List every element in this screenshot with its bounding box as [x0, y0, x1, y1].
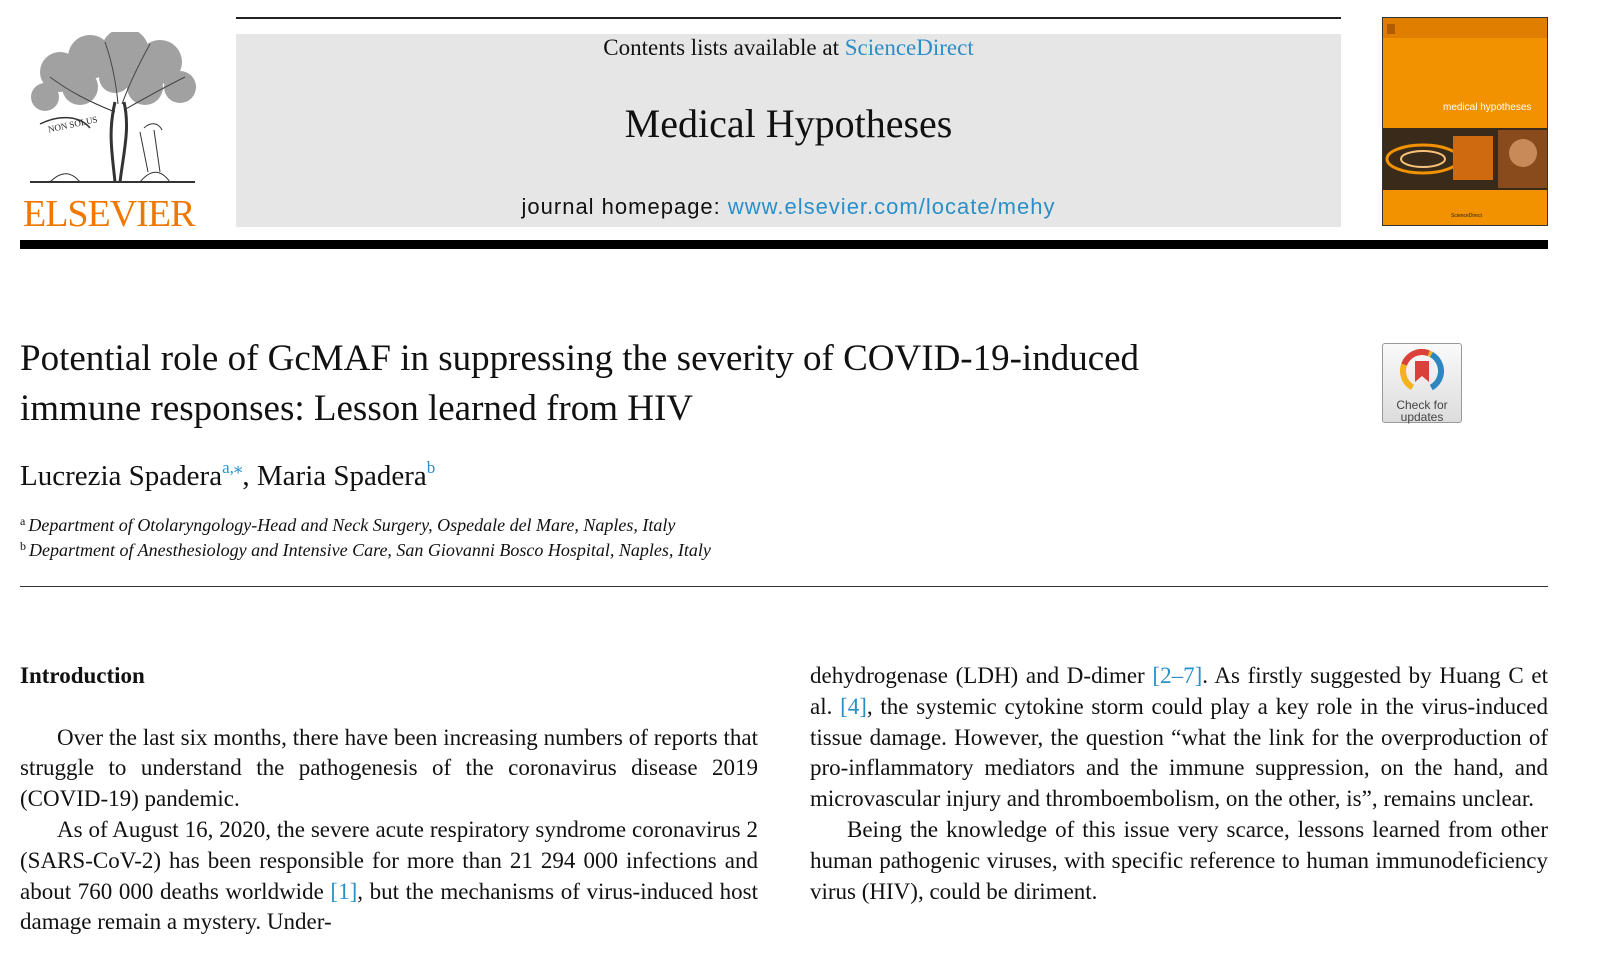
elsevier-wordmark: ELSEVIER	[23, 193, 195, 235]
author-name[interactable]: Maria Spadera	[256, 460, 427, 492]
crossmark-label-line2: updates	[1400, 410, 1444, 424]
reference-link[interactable]: [4]	[840, 693, 867, 719]
crossmark-icon	[1399, 348, 1445, 394]
article-title-line2: immune responses: Lesson learned from HIV	[20, 388, 694, 429]
reference-link[interactable]: [2–7]	[1152, 663, 1203, 688]
elsevier-tree-icon	[20, 32, 200, 192]
author-name[interactable]: Lucrezia Spadera	[20, 460, 223, 492]
body-paragraph	[20, 815, 758, 938]
affiliation-marker: b	[20, 539, 26, 553]
paragraph-text: , but the mechanisms of virus-induced host damage remain a mystery. Under-	[20, 878, 758, 935]
journal-masthead	[236, 34, 1341, 227]
body-paragraph: Over the last six months, there have been increasing numbers of reports that struggle to understand the pathogenesis of the coronavirus disease 2019 (COVID-19) pandemic.	[20, 724, 758, 812]
affiliation-item	[20, 513, 675, 537]
affiliation-text: Department of Anesthesiology and Intensive Care, San Giovanni Bosco Hospital, Naples, Italy	[29, 540, 711, 560]
header-thick-rule	[20, 240, 1548, 249]
affiliation-marker: a	[20, 514, 26, 528]
article-title-line1: Potential role of GcMAF in suppressing the severity of COVID-19-induced	[20, 338, 1140, 379]
contents-line	[236, 34, 1341, 62]
journal-homepage-link[interactable]: www.elsevier.com/locate/mehy	[727, 194, 1056, 219]
body-paragraph: Being the knowledge of this issue very scarce, lessons learned from other human pathogenic viruses, with specific reference to human immunodeficiency virus (HIV), could be diriment.	[810, 816, 1548, 904]
section-divider	[20, 586, 1548, 587]
section-heading: Introduction	[20, 663, 145, 688]
logo-motto: NON SOLUS	[47, 114, 99, 135]
homepage-line	[236, 194, 1341, 220]
sciencedirect-link[interactable]: ScienceDirect	[844, 35, 974, 60]
paragraph-text: dehydrogenase (LDH) and D-dimer	[810, 663, 1153, 688]
cover-title: medical hypotheses	[1443, 102, 1532, 113]
author-affil-link[interactable]: a,	[222, 458, 234, 477]
paragraph-text: . As firstly suggested by Huang C et al.	[810, 663, 1548, 719]
paragraph-text: As of August 16, 2020, the severe acute respiratory syndrome coronavirus 2 (SARS-CoV-2) has been responsible for more than 21 294 000 infections and about 760 000 deaths worldwide	[20, 816, 758, 904]
check-for-updates-button[interactable]	[1382, 343, 1462, 423]
author-separator: ,	[242, 460, 257, 492]
elsevier-logo[interactable]	[20, 32, 200, 235]
body-column-right	[810, 661, 1548, 907]
homepage-prefix: journal homepage:	[521, 194, 728, 219]
article-title	[20, 334, 1350, 434]
author-affil-link[interactable]: b	[426, 458, 436, 477]
author-list	[20, 456, 435, 496]
cover-brand: ScienceDirect	[1451, 213, 1482, 219]
affiliation-text: Department of Otolaryngology-Head and Neck Surgery, Ospedale del Mare, Naples, Italy	[28, 515, 676, 535]
reference-link[interactable]: [1]	[330, 878, 358, 904]
journal-title: Medical Hypotheses	[624, 101, 953, 146]
body-column-left	[20, 661, 758, 938]
body-paragraph	[810, 661, 1548, 815]
crossmark-label-line1: Check for	[1396, 398, 1448, 412]
top-rule	[236, 17, 1341, 19]
paragraph-text: , the systemic cytokine storm could play a key role in the virus-induced tissue damage. However, the question “what the link for the overproduction of pro-inflammatory mediators and the immune suppression, on the hand, and microvascular injury and thromboembolism, on the other, is”, remains unclear.	[810, 693, 1548, 812]
journal-cover-art	[1383, 18, 1547, 225]
corresponding-author-link[interactable]: ⁎	[233, 458, 243, 477]
affiliation-item	[20, 538, 711, 562]
contents-prefix: Contents lists available at	[603, 35, 845, 60]
journal-cover-thumbnail[interactable]	[1382, 17, 1548, 226]
